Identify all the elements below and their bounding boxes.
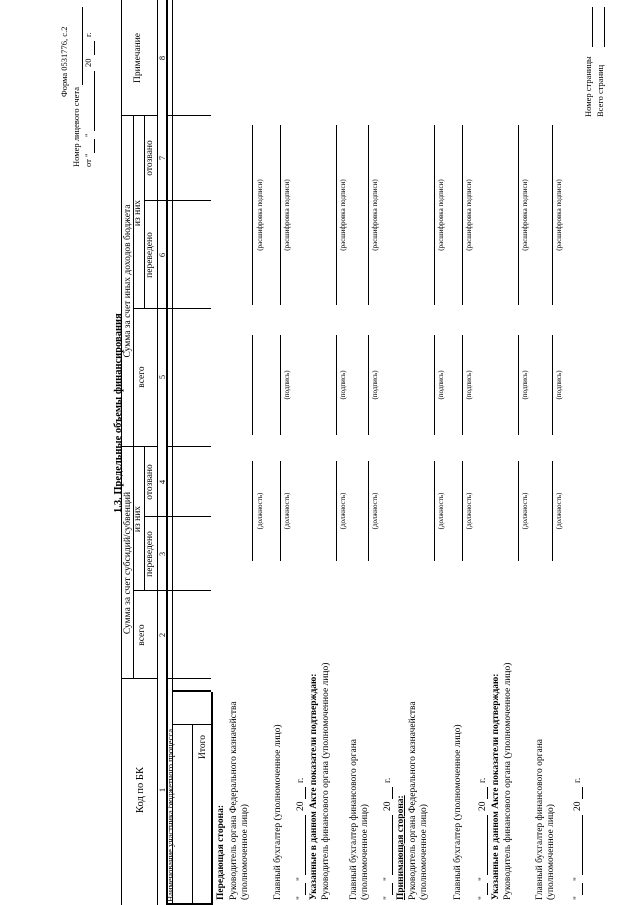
group-header-other: Сумма за счет иных доходов бюджета — [123, 204, 133, 358]
col-number-3: 3 — [157, 551, 167, 557]
decode-caption-2: (расшифровка подписи) — [283, 179, 291, 251]
date-year-suffix-4: г. — [573, 777, 583, 783]
date-quote-1b: " — [296, 877, 306, 881]
section-title: 1.3. Предельные объемы финансирования — [113, 313, 124, 513]
col-header-note: Примечание — [133, 32, 143, 84]
date-year-suffix-2: г. — [383, 777, 393, 783]
col-number-7: 7 — [157, 155, 167, 161]
decode-caption-8: (расшифровка подписи) — [555, 179, 563, 251]
decode-caption-1: (расшифровка подписи) — [256, 179, 264, 251]
col-header-of-them-1: из них — [133, 505, 143, 533]
date-year-line — [94, 41, 95, 55]
col-header-code: Код по БК — [135, 767, 146, 813]
form-code: Форма 0531776, с.2 — [59, 26, 69, 97]
authorized-person-label-2: (уполномоченное лицо) — [360, 804, 370, 900]
date-prefix: от " — [83, 153, 93, 167]
position-caption-5: (должность) — [437, 492, 445, 530]
head-fin-body-label-2: Руководитель финансового органа (уполномоченное лицо) — [503, 662, 513, 900]
col-header-recalled-1: отозвано — [145, 464, 155, 500]
account-number-line — [82, 7, 83, 85]
position-caption-7: (должность) — [521, 492, 529, 530]
signature-caption-8: (подпись) — [555, 370, 563, 400]
decode-caption-3: (расшифровка подписи) — [339, 179, 347, 251]
col-number-8: 8 — [157, 55, 167, 61]
col-header-total-2: всего — [137, 366, 147, 388]
group-header-subsidies: Сумма за счет субсидий/субвенций — [123, 491, 133, 635]
total-pages-line — [604, 7, 605, 47]
date-quote-3: " — [478, 896, 488, 900]
col-header-transferred-1: переведено — [145, 531, 155, 577]
date-year-2: 20 — [383, 801, 393, 811]
authorized-person-label-4: (уполномоченное лицо) — [546, 804, 556, 900]
page-number-label: Номер страницы — [583, 56, 593, 117]
head-treasury-label-2: Руководитель органа Федерального казначейства — [408, 701, 418, 900]
col-number-2: 2 — [157, 632, 167, 638]
confirm-label-2: Указанные в данном Акте показатели подтверждаю: — [491, 673, 501, 900]
position-caption-8: (должность) — [555, 492, 563, 530]
date-year-3: 20 — [478, 801, 488, 811]
chief-accountant-organ-label: Главный бухгалтер финансового органа — [535, 738, 545, 900]
date-year-suffix-3: г. — [478, 777, 488, 783]
col-header-total-1: всего — [137, 624, 147, 646]
decode-caption-6: (расшифровка подписи) — [465, 179, 473, 251]
date-quote-2b: " — [383, 877, 393, 881]
col-header-of-them-2: из них — [133, 199, 143, 227]
receiving-side-label: Принимающая сторона: — [396, 795, 406, 900]
page-number-line — [592, 7, 593, 47]
date-year: 20 — [83, 58, 93, 67]
date-quote-3b: " — [478, 877, 488, 881]
date-year-suffix-1: г. — [296, 777, 306, 783]
decode-caption-5: (расшифровка подписи) — [437, 179, 445, 251]
confirm-label-1: Указанные в данном Акте показатели подтверждаю: — [309, 673, 319, 900]
col-number-1: 1 — [157, 787, 167, 793]
col-header-transferred-2: переведено — [145, 232, 155, 278]
col-header-recalled-2: отозвано — [145, 140, 155, 176]
chief-accountant-fin-label-1: Главный бухгалтер финансового органа — [349, 738, 359, 900]
decode-caption-7: (расшифровка подписи) — [521, 179, 529, 251]
signature-caption-7: (подпись) — [521, 370, 529, 400]
date-day-line — [94, 139, 95, 153]
position-caption-1: (должность) — [256, 492, 264, 530]
col-number-5: 5 — [157, 374, 167, 380]
date-quote-2: " — [383, 896, 393, 900]
position-caption-3: (должность) — [339, 492, 347, 530]
signature-caption-3: (подпись) — [339, 370, 347, 400]
authorized-person-label-1: (уполномоченное лицо) — [240, 804, 250, 900]
date-quote-1: " — [296, 896, 306, 900]
chief-accountant-label-2: Главный бухгалтер (уполномоченное лицо) — [453, 724, 463, 900]
signature-caption-4: (подпись) — [371, 370, 379, 400]
transferring-side-label: Передающая сторона: — [216, 804, 226, 900]
signature-caption-2: (подпись) — [283, 370, 291, 400]
date-month-line — [94, 71, 95, 131]
col-number-6: 6 — [157, 252, 167, 258]
date-suffix: г. — [83, 32, 93, 37]
position-caption-6: (должность) — [465, 492, 473, 530]
account-number-label: Номер лицевого счета — [71, 87, 81, 167]
decode-caption-4: (расшифровка подписи) — [371, 179, 379, 251]
total-row-label: Итого — [198, 734, 208, 759]
position-caption-4: (должность) — [371, 492, 379, 530]
signature-caption-5: (подпись) — [437, 370, 445, 400]
date-quote-4b: " — [573, 877, 583, 881]
total-pages-label: Всего страниц — [595, 64, 605, 117]
position-caption-2: (должность) — [283, 492, 291, 530]
signature-caption-6: (подпись) — [465, 370, 473, 400]
head-treasury-label-1: Руководитель органа Федерального казначейства — [229, 701, 239, 900]
date-year-4: 20 — [573, 801, 583, 811]
col-number-4: 4 — [157, 479, 167, 485]
head-fin-body-label-1: Руководитель финансового органа (уполномоченное лицо) — [321, 662, 331, 900]
date-year-1: 20 — [296, 801, 306, 811]
date-mid: " — [83, 133, 93, 137]
chief-accountant-label-1: Главный бухгалтер (уполномоченное лицо) — [273, 724, 283, 900]
authorized-person-label-3: (уполномоченное лицо) — [419, 804, 429, 900]
date-quote-4: " — [573, 896, 583, 900]
participant-row-label: Наименование участника бюджетного процесса — [165, 728, 175, 902]
